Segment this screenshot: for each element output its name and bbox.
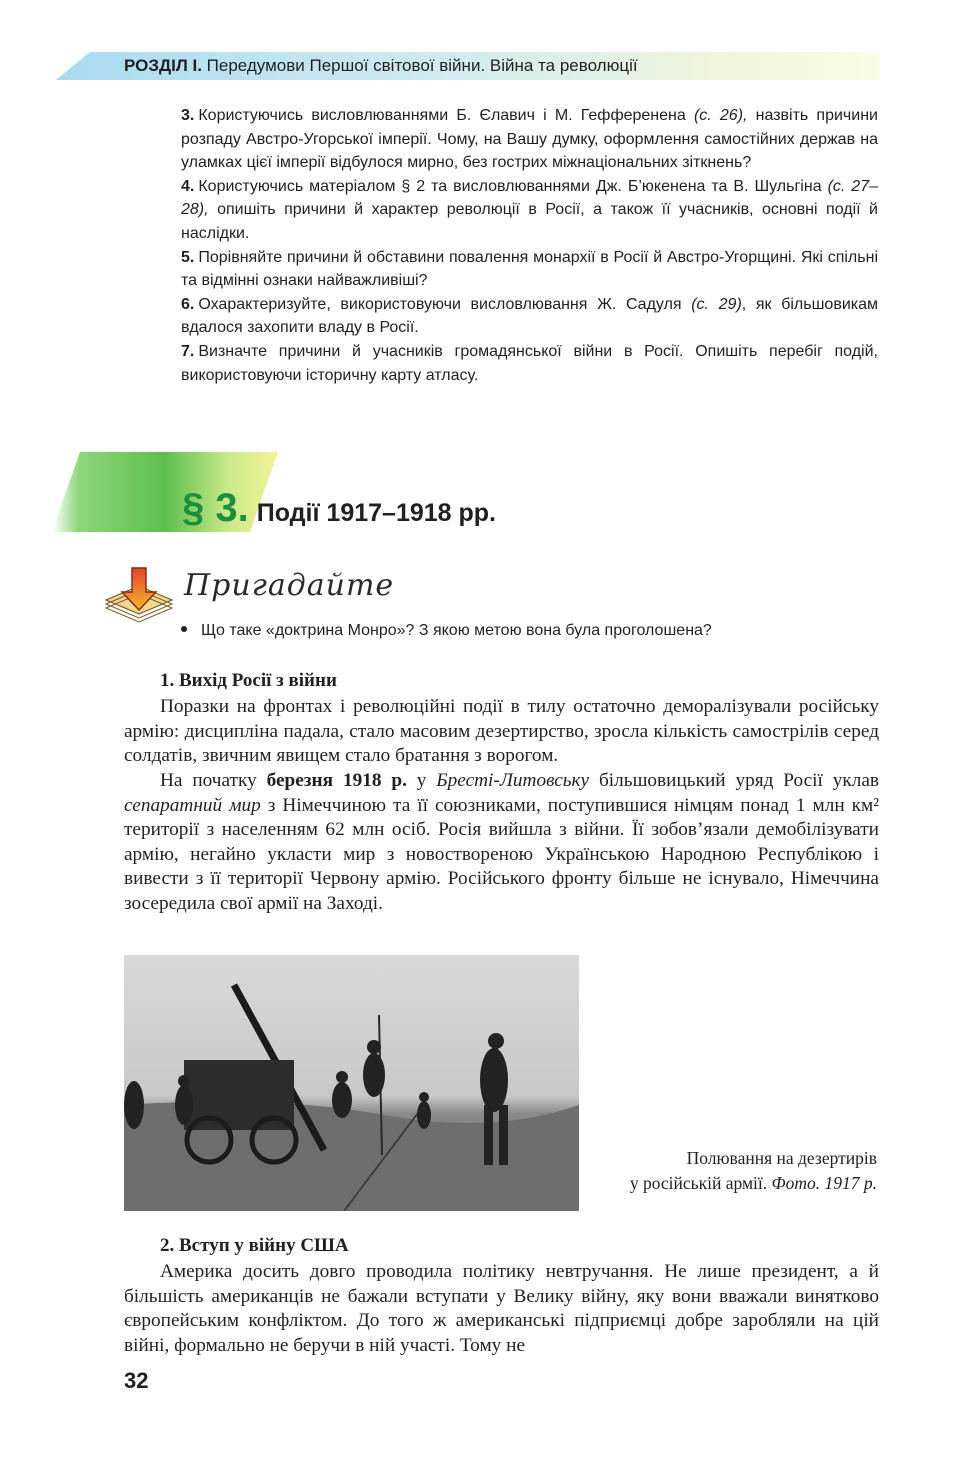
question-item: 4. Користуючись матеріалом § 2 та висловлюваннями Дж. Б’юкенена та В. Шульгіна (с. 27–28), опишіть причини й характер революції в Росії, а також її учасників, основні події й наслідки. [181,177,879,242]
question-item: 5. Порівняйте причини й обставини повалення монархії в Росії й Австро-Угорщині. Які спільні та відмінні ознаки найважливіші? [181,248,878,290]
question-item: 7. Визначте причини й учасників громадянської війни в Росії. Опишіть перебіг подій, використовуючи історичну карту атласу. [181,342,878,384]
question-item: 6. Охарактеризуйте, використовуючи висловлювання Ж. Садуля (с. 29), як більшовикам вдалося захопити владу в Росії. [181,295,879,337]
bullet-icon [181,626,187,632]
questions-list [181,104,878,387]
remember-arrow-icon [102,566,176,626]
paragraph: На початку березня 1918 р. у Бресті-Литовську більшовицький уряд Росії уклав сепаратний мир з Німеччиною та її союзниками, поступившися німцям понад 1 млн км² території з населенням 62 млн осіб. Росія вийшла з війни. Її зобов’язали демобілізувати армію, негайно укласти мир з новоствореною Українською Народною Республікою і вивести з її території Червону армію. Російського фронту більше не існувало, Німеччина зосередила свої армії на Заході. [124,770,880,914]
paragraph: Поразки на фронтах і революційні події в тилу остаточно деморалізували російську армію: дисципліна падала, стало масовим дезертирство, зросла кількість самострілів серед солдатів, звичним явищем стало братання з ворогом. [124,696,879,766]
remember-question: Що таке «доктрина Монро»? З якою метою вона була проголошена? [181,622,712,640]
running-header [56,52,880,80]
header-text [124,56,638,76]
subsection-heading: 1. Вихід Росії з війни [160,670,337,691]
section-title [182,486,496,531]
historical-photo [124,955,579,1211]
header-section-title: Передумови Першої світової війни. Війна та революції [206,56,638,75]
subsection-heading: 2. Вступ у війну США [160,1235,349,1256]
page-number: 32 [124,1368,149,1393]
section-number: § 3. [182,486,249,530]
section-name: Події 1917–1918 рр. [256,499,496,527]
header-notch [56,52,90,80]
paragraph: Америка досить довго проводила політику невтручання. Не лише президент, а й більшість американців не бажали вступати у Велику війну, яку вони вважали винятково європейським конфліктом. До того ж американські підприємці добре заробляли на цій війні, формально не беручи в ній участі. Тому не [124,1261,879,1356]
header-section-label: РОЗДІЛ І. [124,56,202,75]
photo-caption: Полювання на дезертирів у російській армії. Фото. 1917 р. [629,1148,877,1193]
remember-title: Пригадайте [184,568,395,603]
question-item: 3. Користуючись висловлюваннями Б. Єлавич і М. Гефференена (с. 26), назвіть причини розпаду Австро-Угорської імперії. Чому, на Вашу думку, оформлення самостійних держав на уламках цієї імперії відбулося мирно, без гострих міжнаціональних зіткнень? [181,107,878,172]
